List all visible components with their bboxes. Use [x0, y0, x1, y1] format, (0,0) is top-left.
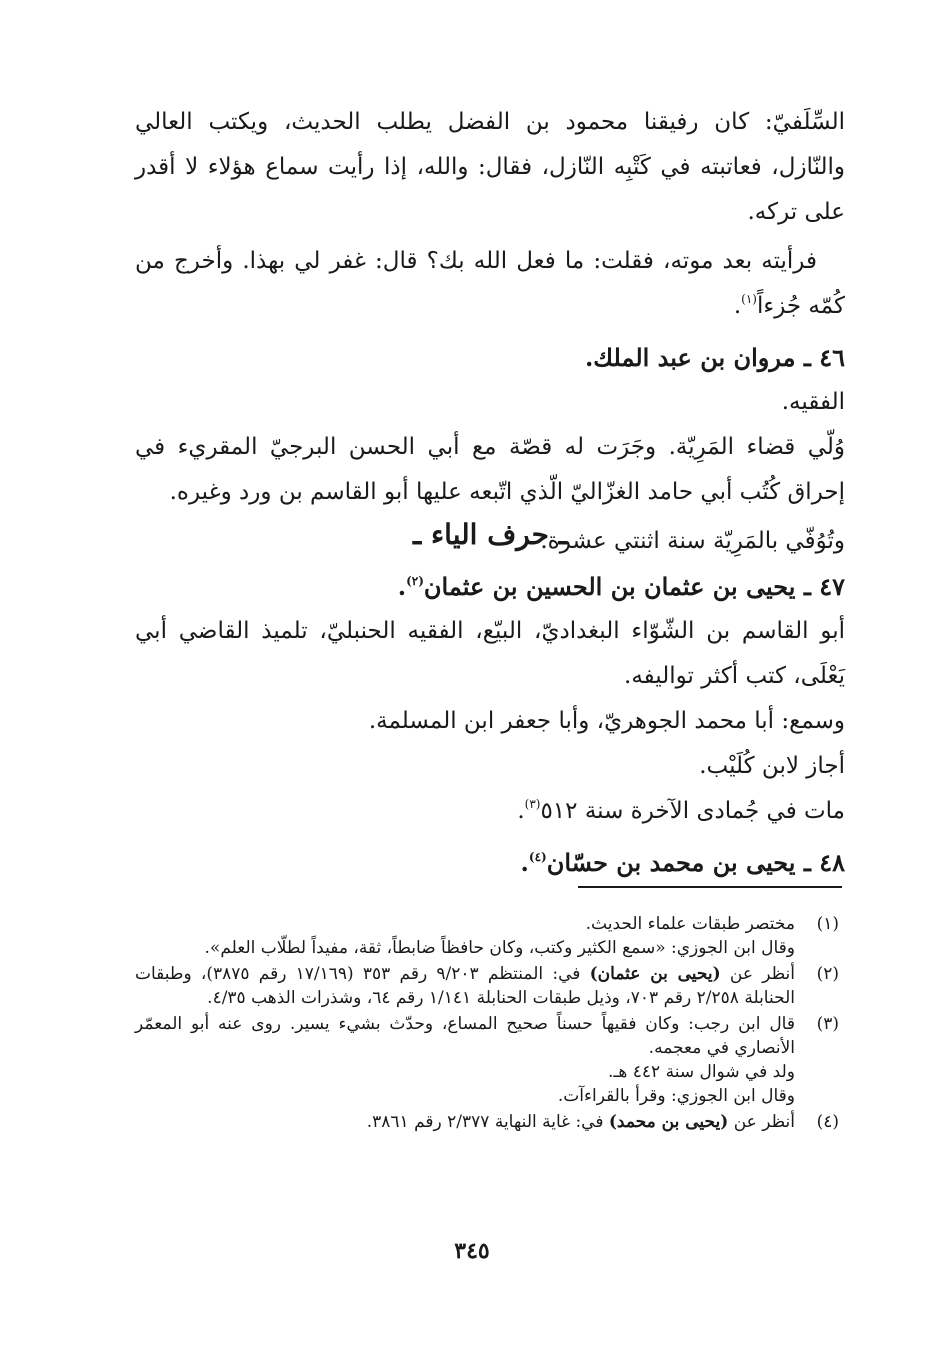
- footnote-4: [135, 1110, 845, 1134]
- footnote-4-body: [135, 1110, 795, 1134]
- footnote-separator: [578, 886, 842, 888]
- entry-48-title-end: .: [520, 848, 529, 877]
- paragraph-silafi-quote: السِّلَفيّ: كان رفيقنا محمود بن الفضل يطلب الحديث، ويكتب العالي والنّازل، فعاتبته في كَتْبِه النّازل، فقال: والله، إذا رأيت سماع هؤلاء لا أقدر على تركه.: [135, 109, 845, 225]
- footnote-3-number: (٣): [816, 1014, 839, 1034]
- footnote-1-body: [135, 912, 795, 960]
- entry-46-line-3: وتُوُفّي بالمَرِيّة سنة اثنتي عشرة.: [540, 528, 845, 554]
- main-text-bottom: [135, 564, 845, 885]
- footnote-2-body: [135, 962, 795, 1010]
- entry-46-title: ٤٦ ـ مروان بن عبد الملك.: [584, 343, 845, 372]
- section-heading-ya: ـ حرف الياء ـ: [413, 518, 567, 551]
- entry-47-line-4-text: مات في جُمادى الآخرة سنة ٥١٢: [540, 798, 845, 824]
- entry-48-title-text: ٤٨ ـ يحيى بن محمد بن حسّان: [546, 848, 845, 877]
- footnote-1-number: (١): [816, 914, 839, 934]
- entry-48-title: [135, 840, 845, 885]
- footnote-1: [135, 912, 845, 960]
- footnote-3-line-3: وقال ابن الجوزي: وقرأ بالقراءآت.: [557, 1086, 795, 1106]
- footnote-ref-4[interactable]: (٤): [528, 850, 547, 864]
- main-text-top: [135, 100, 845, 564]
- footnote-3-body: [135, 1012, 795, 1108]
- footnote-3-line-2: ولد في شوال سنة ٤٤٢ هـ.: [608, 1062, 795, 1082]
- entry-47-title: [135, 564, 845, 609]
- footnote-2-subject: (يحيى بن عثمان): [589, 964, 721, 984]
- footnote-4-subject: (يحيى بن محمد): [608, 1112, 729, 1132]
- footnote-ref-2[interactable]: (٢): [406, 574, 424, 588]
- paragraph-dream-text: فرأيته بعد موته، فقلت: ما فعل الله بك؟ قال: غفر لي بهذا. وأخرج من كُمّه جُزءاً: [135, 248, 845, 319]
- footnote-ref-1[interactable]: (١): [741, 292, 757, 306]
- entry-46-line-1: الفقيه.: [781, 389, 845, 415]
- footnote-4-pre: أنظر عن: [733, 1112, 795, 1132]
- footnote-4-sources: في: غاية النهاية ٢/٣٧٧ رقم ٣٨٦١.: [366, 1112, 604, 1132]
- entry-47-title-end: .: [397, 572, 407, 601]
- footnote-2-pre: أنظر عن: [729, 964, 795, 984]
- paragraph-dream-end: .: [733, 293, 742, 319]
- footnotes: [135, 912, 845, 1136]
- footnote-3: [135, 1012, 845, 1108]
- entry-47-line-1: أبو القاسم بن الشّوّاء البغداديّ، البيّع، الفقيه الحنبليّ، تلميذ القاضي أبي يَعْلَى، كتب أكثر تواليفه.: [135, 618, 845, 689]
- footnote-ref-3[interactable]: (٣): [524, 797, 541, 811]
- footnote-1-line-1: مختصر طبقات علماء الحديث.: [585, 914, 795, 934]
- entry-46-line-2: وُلّي قضاء المَرِيّة. وجَرَت له قصّة مع أبي الحسن البرجيّ المقريء في إحراق كُتُب أبي حامد الغزّاليّ الّذي اتّبعه عليها أبو القاسم بن ورد وغيره.: [135, 434, 845, 505]
- footnote-3-line-1: قال ابن رجب: وكان فقيهاً حسناً صحيح المساع، وحدّث بشيء يسير. روى عنه أبو المعمّر الأنصاري في معجمه.: [135, 1014, 795, 1058]
- entry-47-line-2: وسمع: أبا محمد الجوهريّ، وأبا جعفر ابن المسلمة.: [368, 708, 845, 734]
- footnote-1-line-2: وقال ابن الجوزي: «سمع الكثير وكتب، وكان حافظاً ضابطاً، ثقة، مفيداً لطلّاب العلم».: [204, 938, 795, 958]
- footnote-2-number: (٢): [816, 964, 839, 984]
- entry-47-line-3: أجاز لابن كُلَيْب.: [699, 753, 845, 779]
- page-number: ٣٤٥: [454, 1238, 490, 1264]
- entry-47-line-4-end: .: [517, 798, 525, 824]
- footnote-2: [135, 962, 845, 1010]
- footnote-2-sources: في: المنتظم ٩/٢٠٣ رقم ٣٥٣ (١٧/١٦٩ رقم ٣٨٧٥)، وطبقات الحنابلة ٢/٢٥٨ رقم ٧٠٣، وذيل طبقات الحنابلة ١/١٤١ رقم ٦٤، وشذرات الذهب ٤/٣٥.: [135, 964, 795, 1008]
- entry-47-line-4: [135, 789, 845, 834]
- footnote-4-number: (٤): [816, 1112, 839, 1132]
- entry-47-title-text: ٤٧ ـ يحيى بن عثمان بن الحسين بن عثمان: [423, 572, 845, 601]
- paragraph-dream: [135, 239, 845, 329]
